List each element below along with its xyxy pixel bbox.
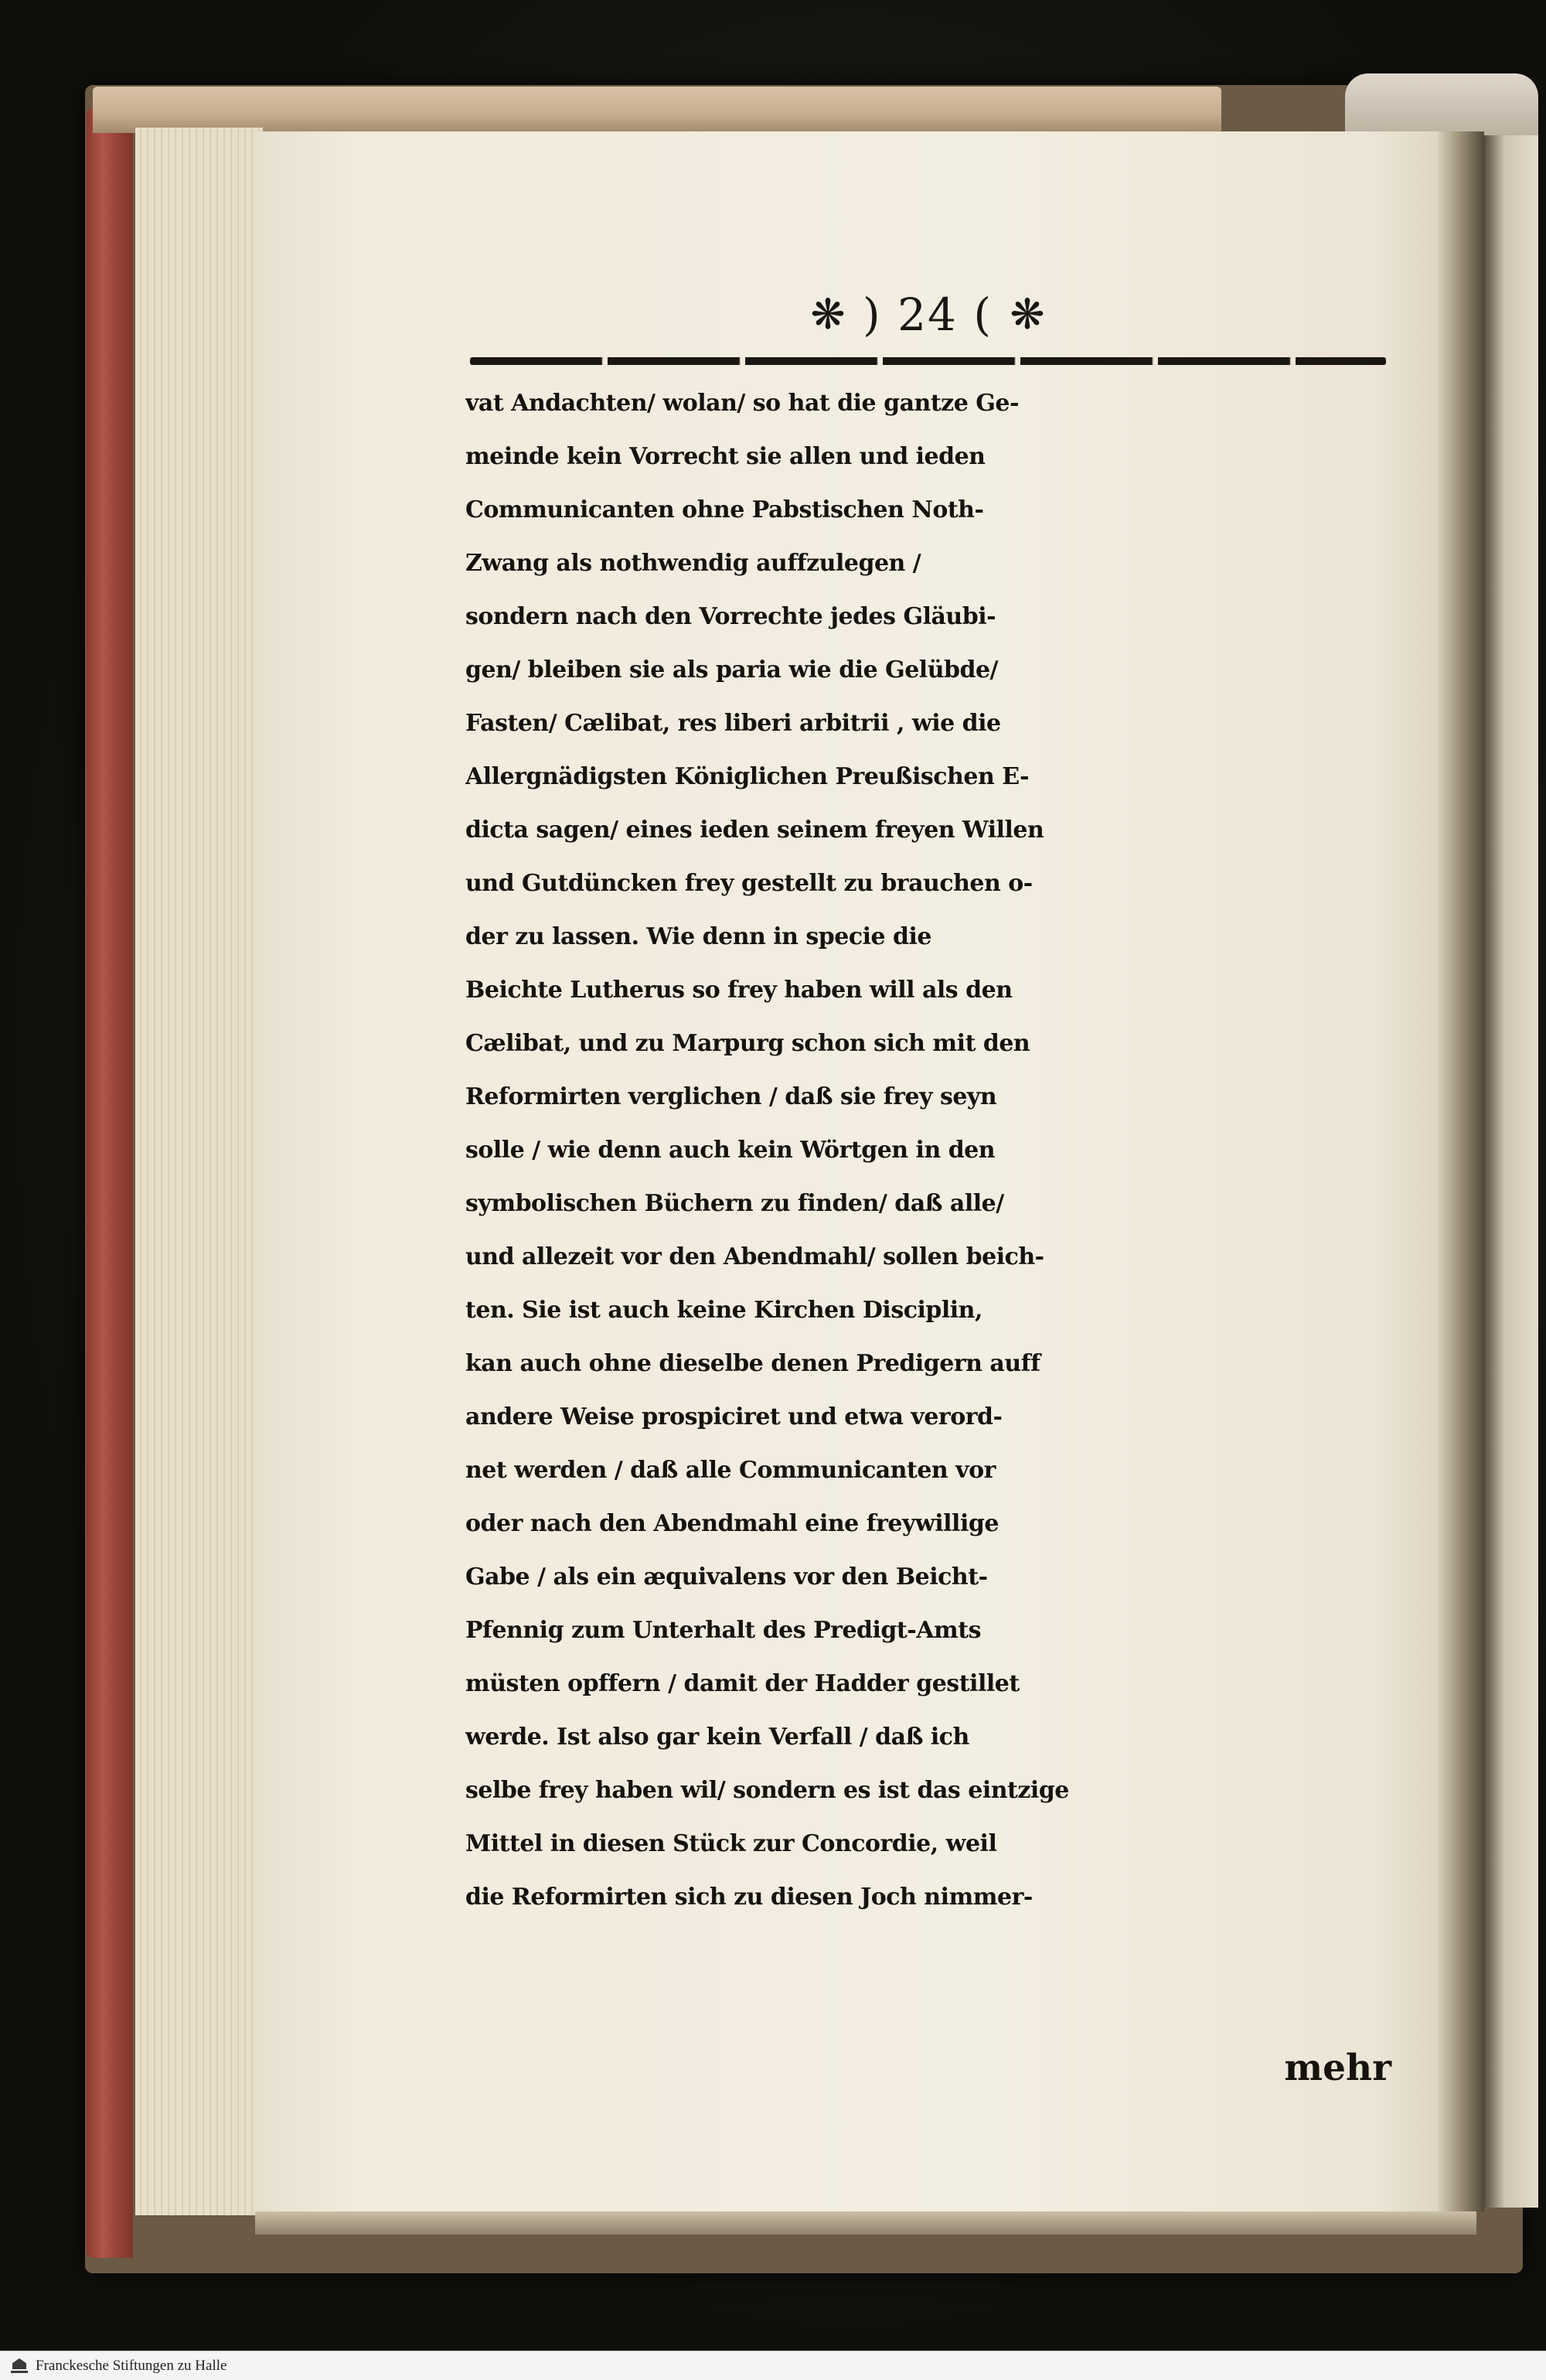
ornament-right-icon: ❋ [1010,290,1045,339]
page-gutter [1438,131,1484,2211]
book-top-edge [93,87,1221,133]
text-line: Fasten/ Cælibat, res liberi arbitrii , wie die [465,710,1001,737]
text-line: selbe frey haben wil/ sondern es ist das eintzige [465,1777,1069,1804]
text-line: sondern nach den Vorrechte jedes Gläubi- [465,603,996,630]
text-line: Mittel in diesen Stück zur Concordie, weil [465,1830,997,1857]
text-line: Cælibat, und zu Marpurg schon sich mit den [465,1030,1030,1057]
institution-logo-icon [11,2354,28,2378]
text-line: oder nach den Abendmahl eine freywillige [465,1510,999,1537]
running-head [765,288,1090,342]
footer-bar [0,2351,1546,2380]
text-line: andere Weise prospiciret und etwa verord- [465,1403,1003,1430]
text-line: meinde kein Vorrecht sie allen und ieden [465,443,986,470]
text-line: der zu lassen. Wie denn in specie die [465,923,931,950]
text-line: solle / wie denn auch kein Wörtgen in den [465,1137,996,1164]
ornament-left-icon: ❋ [810,290,846,339]
footer-institution: Franckesche Stiftungen zu Halle [36,2357,227,2374]
text-line: die Reformirten sich zu diesen Joch nimmer- [465,1884,1033,1911]
text-line: werde. Ist also gar kein Verfall / daß ich [465,1724,969,1751]
body-text [465,377,1393,2101]
header-rule [470,357,1386,365]
text-line: dicta sagen/ eines ieden seinem freyen Willen [465,817,1044,844]
text-line: ten. Sie ist auch keine Kirchen Disciplin, [465,1297,982,1324]
text-line: kan auch ohne dieselbe denen Predigern auff [465,1350,1040,1377]
text-line: net werden / daß alle Communicanten vor [465,1457,996,1484]
text-line: Reformirten verglichen / daß sie frey seyn [465,1083,997,1110]
book-bottom-edge [255,2211,1476,2235]
text-line: Zwang als nothwendig auffzulegen / [465,550,921,577]
facing-page-edge [1483,135,1538,2208]
text-line: Communicanten ohne Pabstischen Noth- [465,496,984,523]
text-line: Gabe / als ein æquivalens vor den Beicht- [465,1563,988,1591]
text-line: Beichte Lutherus so frey haben will als den [465,977,1013,1004]
text-line: symbolischen Büchern zu finden/ daß alle/ [465,1190,1004,1217]
text-line: und Gutdüncken frey gestellt zu brauchen o- [465,870,1033,897]
text-line: Allergnädigsten Königlichen Preußischen E- [465,763,1030,790]
page-stack-edge [135,128,263,2215]
text-line: gen/ bleiben sie als paria wie die Gelübde/ [465,656,999,684]
text-line: Pfennig zum Unterhalt des Predigt-Amts [465,1617,981,1644]
text-line: vat Andachten/ wolan/ so hat die gantze Ge- [465,390,1019,417]
text-line: müsten opffern / damit der Hadder gestillet [465,1670,1020,1697]
text-line: und allezeit vor den Abendmahl/ sollen beich- [465,1243,1044,1270]
red-page-edge [87,108,133,2258]
page-number: ) 24 ( [863,288,993,341]
catchword: mehr [1284,2047,1391,2089]
